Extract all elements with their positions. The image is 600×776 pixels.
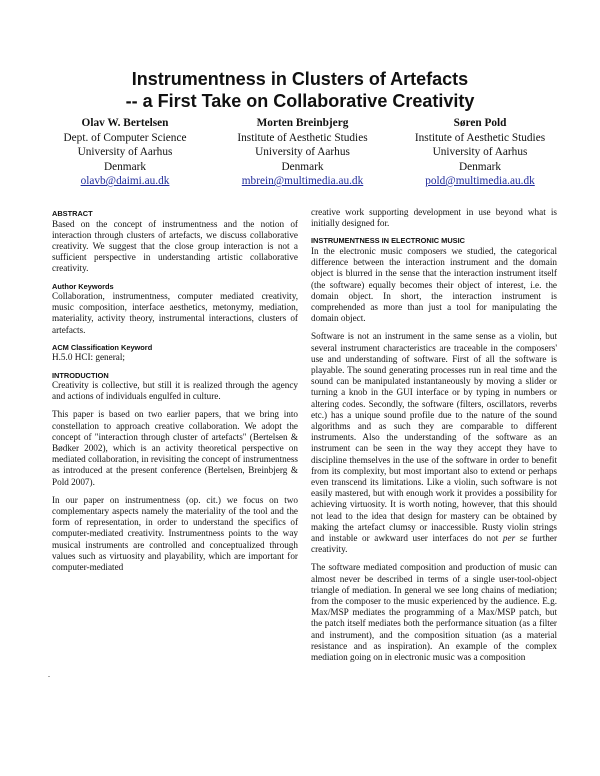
introduction-paragraph-3: In our paper on instrumentness (op. cit.) we focus on two complementary aspects namely the materiality of the tool and the form of representation, in order to understand the specifics of computer-mediated creativity. Instrumentness points to the way musical instruments are controlled and conceptualized through values such as virtuosity and playability, which are important for computer-mediated	[52, 494, 298, 573]
author-country: Denmark	[103, 160, 147, 173]
author-affiliation: Institute of Aesthetic Studies	[414, 131, 546, 144]
introduction-paragraph-1: Creativity is collective, but still it is realized through the agency and actions of individuals engulfed in culture.	[52, 380, 298, 402]
abstract-heading: ABSTRACT	[52, 209, 93, 218]
author-2	[218, 116, 388, 189]
author-name: Olav W. Bertelsen	[81, 117, 169, 129]
electronic-music-paragraph-3: The software mediated composition and production of music can almost never be described in terms of a single user-tool-object triangle of mediation. In general we see long chains of mediation; from the composer to the music experienced by the audience. E.g. Max/MSP mediates the programming of a Max/MSP patch, but the patch itself mediates both the performance situation (as a filter and instrument), and the composition situation (as a material resistance and as inspiration). An example of the complex mediation going on in electronic music was a composition	[311, 562, 557, 663]
footer-mark: .	[48, 670, 50, 679]
introduction-paragraph-2: This paper is based on two earlier papers, that we bring into constellation to approach creative collaboration. We adopt the concept of "interaction through cluster of artefacts" (Bertelsen & Bødker 2002), which is an activity theoretical perspective on mediated collaboration, in revisiting the concept of instrumentness as introduced at the present conference (Bertelsen, Breinbjerg & Pold 2007).	[52, 409, 298, 487]
continued-text: creative work supporting development in use beyond what is initially designed for.	[311, 207, 557, 229]
electronic-music-heading: INSTRUMENTNESS IN ELECTRONIC MUSIC	[311, 236, 465, 246]
title-line-1: Instrumentness in Clusters of Artefacts	[131, 69, 469, 89]
author-email-link[interactable]: olavb@daimi.au.dk	[80, 175, 170, 187]
author-name: Søren Pold	[453, 117, 507, 129]
introduction-section	[52, 371, 298, 574]
paragraph-text: Software is not an instrument in the same sense as a violin, but several instrument characteristics are traceable in the composers' use and understanding of software. First of all the software is playable. The sound generating processes run in real time and the sound can be manipulated instantaneously by moving a slider or turning a knob in the GUI interface or by typing in numbers or altering codes. Secondly, the software (filters, oscillators, reverbs etc.) has a unique sound profile due to the nature of the sound algorithms and as such they are comparable to different instruments. Also the understanding of the software as an instrument can be seen in the way they accept they have to discipline themselves in the use of the software in order to benefit from its complexity, but most important also to extend or perhaps even transcend its limitations. Like a violin, such software is not easily mastered, but with enough work it provides a possibility for achieving virtuosity. It is worth noting, however, that this should not lead to the idea that design for mastery can be obtained by making the artefact clumsy or inaccessible. Rusty violin strings and instable or awkward user interfaces do not	[311, 331, 557, 543]
author-name: Morten Breinbjerg	[256, 117, 349, 129]
abstract-section	[52, 209, 298, 275]
keywords-text: Collaboration, instrumentness, computer mediated creativity, music composition, interface aesthetics, metonymy, mediation, materiality, activity theory, instrumental interactions, clusters of artefacts.	[52, 291, 298, 335]
keywords-heading: Author Keywords	[52, 281, 114, 291]
left-column	[52, 209, 298, 580]
paragraph-text-end: further creativity.	[311, 532, 558, 555]
author-country: Denmark	[458, 160, 502, 173]
author-university: University of Aarhus	[432, 146, 528, 158]
title-line-2: -- a First Take on Collaborative Creativity	[125, 91, 475, 111]
abstract-text: Based on the concept of instrumentness and the notion of interaction through clusters of artefacts, we discuss collaborative creativity. We suggest that the close group interaction is not a sufficient perspective in understanding artistic collaborative creativity.	[52, 218, 298, 274]
emphasis-text: per se	[502, 532, 528, 543]
acm-text: H.5.0 HCI: general;	[52, 352, 125, 363]
author-1	[40, 116, 210, 189]
author-country: Denmark	[281, 160, 324, 173]
author-university: University of Aarhus	[77, 146, 173, 158]
page-title	[0, 68, 600, 112]
keywords-section	[52, 282, 298, 336]
author-3	[395, 116, 565, 189]
author-email-link[interactable]: mbrein@multimedia.au.dk	[241, 175, 364, 187]
electronic-music-paragraph-1: In the electronic music composers we studied, the categorical difference between the interaction instrument and the domain object is blurred in the sense that the interaction instrument itself (the software) equally becomes their object of interest, i.e. the domain object. In short, the interaction instrument is comprehended as more than just a tool for manipulating the domain object.	[311, 245, 557, 324]
author-affiliation: Dept. of Computer Science	[63, 131, 187, 144]
introduction-heading: INTRODUCTION	[52, 370, 109, 380]
acm-heading: ACM Classification Keyword	[52, 342, 153, 352]
right-column	[311, 207, 557, 670]
author-university: University of Aarhus	[255, 146, 350, 158]
author-email-link[interactable]: pold@multimedia.au.dk	[425, 175, 535, 187]
author-affiliation: Institute of Aesthetic Studies	[237, 131, 368, 144]
electronic-music-paragraph-2	[311, 331, 557, 555]
author-block	[40, 116, 565, 189]
electronic-music-section	[311, 236, 557, 663]
acm-section	[52, 343, 298, 364]
